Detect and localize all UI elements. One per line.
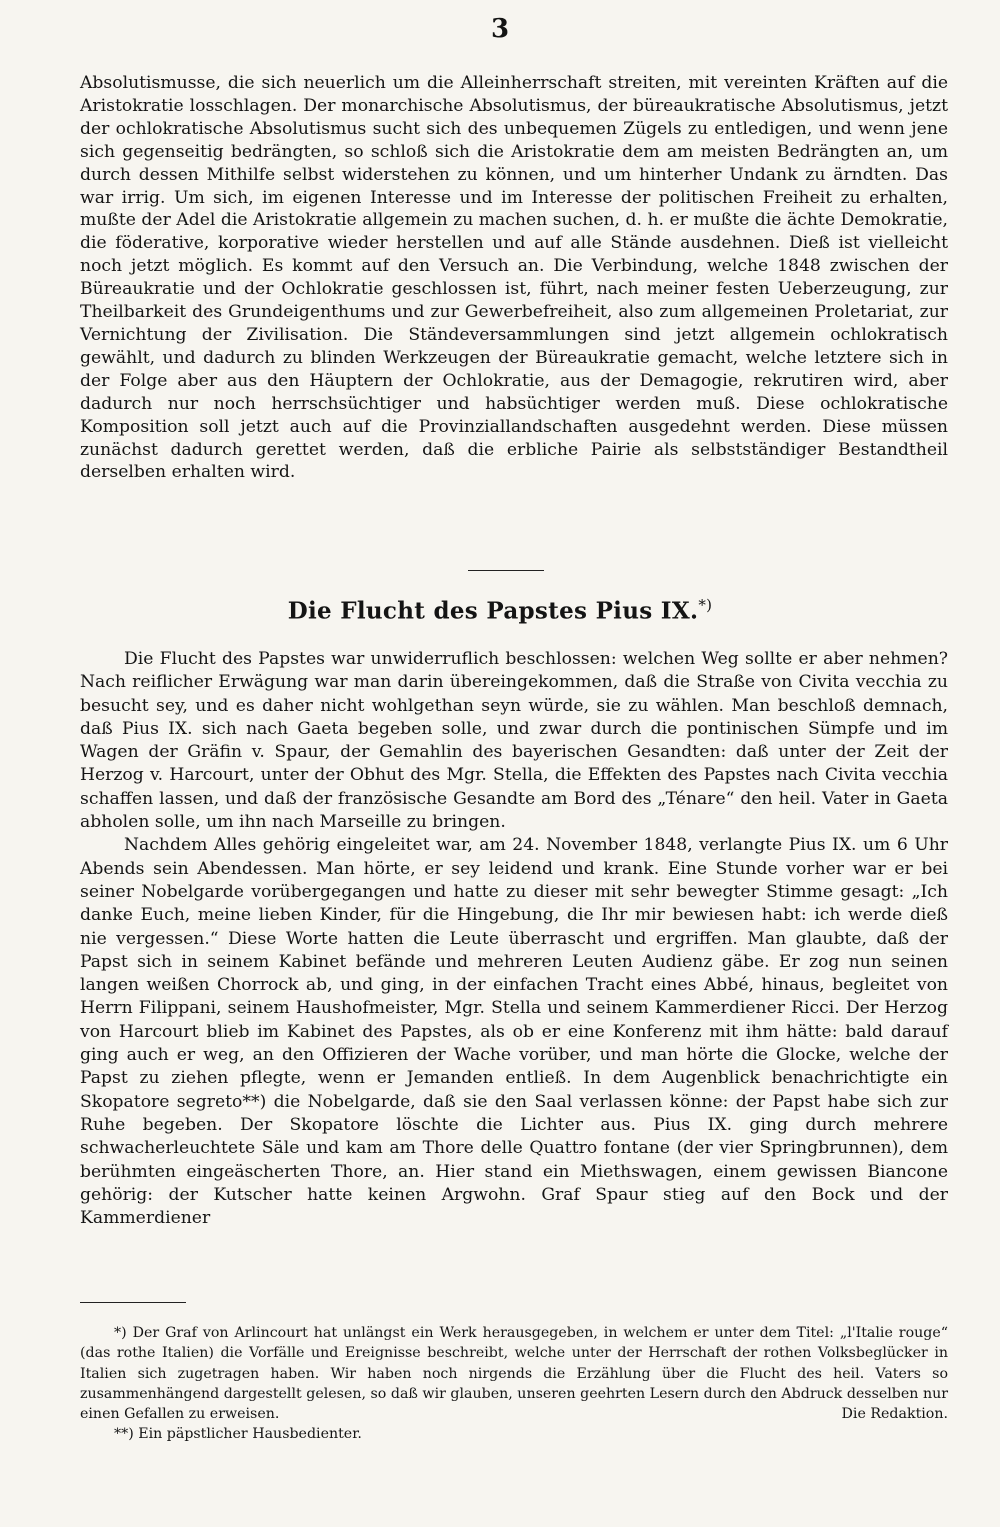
intro-text-block <box>80 72 948 484</box>
footnote-1-text: *) Der Graf von Arlincourt hat unlängst ein Werk herausgegeben, in welchem er unter dem Titel: „l'Italie rouge“ (das rothe Italien) die Vorfälle und Ereignisse beschreibt, welche unter der Herrschaft der rothen Volksbeglücker in Italien sich zugetragen haben. Wir haben noch nirgends die Erzählung über die Flucht des heil. Vaters so zusammenhängend dargestellt gelesen, so daß wir glauben, unseren geehrten Lesern durch den Abdruck desselben nur einen Gefallen zu erweisen. <box>80 1325 948 1423</box>
intro-paragraph: Absolutismusse, die sich neuerlich um die Alleinherrschaft streiten, mit vereinten Kräften auf die Aristokratie losschlagen. Der monarchische Absolutismus, der büreaukratische Absolutismus, jetzt der ochlokratische Absolutismus sucht sich des unbequemen Zügels zu entledigen, und wenn jene sich gegenseitig bedrängten, so schloß sich die Aristokratie dem am meisten Bedrängten an, um durch dessen Mithilfe selbst widerstehen zu können, und um hinterher Undank zu ärndten. Das war irrig. Um sich, im eigenen Interesse und im Interesse der politischen Freiheit zu erhalten, mußte der Adel die Aristokratie allgemein zu machen suchen, d. h. er mußte die ächte Demokratie, die föderative, korporative wieder herstellen und auf alle Stände ausdehnen. Dieß ist vielleicht noch jetzt möglich. Es kommt auf den Versuch an. Die Verbindung, welche 1848 zwischen der Büreaukratie und der Ochlokratie geschlossen ist, führt, nach meiner festen Ueberzeugung, zur Theilbarkeit des Grundeigenthums und zur Gewerbefreiheit, also zum allgemeinen Proletariat, zur Vernichtung der Zivilisation. Die Ständeversammlungen sind jetzt allgemein ochlokratisch gewählt, und dadurch zu blinden Werkzeugen der Büreaukratie gemacht, welche letztere sich in der Folge aber aus den Häuptern der Ochlokratie, aus der Demagogie, rekrutiren wird, aber dadurch nur noch herrschsüchtiger und habsüchtiger werden muß. Diese ochlokratische Komposition soll jetzt auch auf die Provinziallandschaften ausgedehnt werden. Diese müssen zunächst dadurch gerettet werden, daß die erbliche Pairie als selbstständiger Bestandtheil derselben erhalten wird. <box>80 73 948 483</box>
footnote-signature: Die Redaktion. <box>841 1406 948 1423</box>
article-title: Die Flucht des Papstes Pius IX. <box>287 597 699 625</box>
footnote-divider <box>80 1302 186 1303</box>
article-heading <box>0 596 1000 625</box>
article-paragraph-2: Nachdem Alles gehörig eingeleitet war, am 24. November 1848, verlangte Pius IX. um 6 Uhr Abends sein Abendessen. Man hörte, er sey leidend und krank. Eine Stunde vorher war er bei seiner Nobelgarde vorübergegangen und hatte zu dieser mit sehr bewegter Stimme gesagt: „Ich danke Euch, meine lieben Kinder, für die Hingebung, die Ihr mir bewiesen habt: ich werde dieß nie vergessen.“ Diese Worte hatten die Leute überrascht und ergriffen. Man glaubte, daß der Papst sich in seinem Kabinet befände und mehreren Leuten Audienz gäbe. Er zog nun seinen langen weißen Chorrock ab, und ging, in der einfachen Tracht eines Abbé, hinaus, begleitet von Herrn Filippani, seinem Haushofmeister, Mgr. Stella und seinem Kammerdiener Ricci. Der Herzog von Harcourt blieb im Kabinet des Papstes, als ob er eine Konferenz mit ihm hätte: bald darauf ging auch er weg, an den Offizieren der Wache vorüber, und man hörte die Glocke, welche der Papst zu ziehen pflegte, wenn er Jemanden entließ. In dem Augenblick benachrichtigte ein Skopatore segreto**) die Nobelgarde, daß sie den Saal verlassen könne: der Papst habe sich zur Ruhe begeben. Der Skopatore löschte die Lichter aus. Pius IX. ging durch mehrere schwacherleuchtete Säle und kam am Thore delle Quattro fontane (der vier Springbrunnen), dem berühmten eingeäscherten Thore, an. Hier stand ein Miethswagen, einem gewissen Biancone gehörig: der Kutscher hatte keinen Argwohn. Graf Spaur stieg auf den Bock und der Kammerdiener <box>80 835 948 1229</box>
section-divider <box>468 570 544 571</box>
page-number: 3 <box>490 14 510 44</box>
footnote-2: **) Ein päpstlicher Hausbedienter. <box>114 1426 362 1443</box>
article-title-footnote-mark: *) <box>698 596 713 614</box>
article-paragraph-1: Die Flucht des Papstes war unwiderruflich beschlossen: welchen Weg sollte er aber nehmen? Nach reiflicher Erwägung war man darin übereingekommen, daß die Straße von Civita vecchia zu besucht sey, und es daher nicht wohlgethan seyn würde, sie zu wählen. Man beschloß demnach, daß Pius IX. sich nach Gaeta begeben solle, und zwar durch die pontinischen Sümpfe und im Wagen der Gräfin v. Spaur, der Gemahlin des bayerischen Gesandten: daß unter der Zeit der Herzog v. Harcourt, unter der Obhut des Mgr. Stella, die Effekten des Papstes nach Civita vecchia schaffen lassen, und daß der französische Gesandte am Bord des „Ténare“ den heil. Vater in Gaeta abholen solle, um ihn nach Marseille zu bringen. <box>80 649 948 833</box>
footnote-1 <box>80 1323 948 1424</box>
footnotes-block <box>80 1323 948 1445</box>
article-body <box>80 648 948 1230</box>
